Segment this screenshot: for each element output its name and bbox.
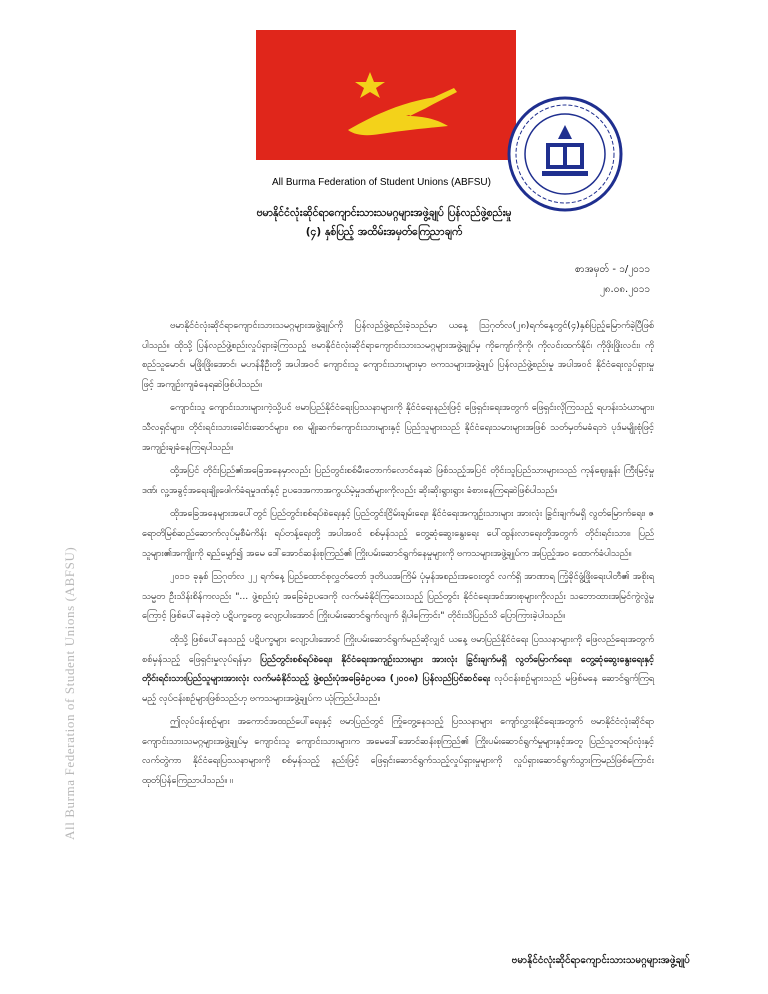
paragraph-3: ထို့အပြင် တိုင်းပြည်၏အခြေအနေမှာလည်း ပြည်တွင်းစစ်မီးတောက်လောင်နေဆဲ ဖြစ်သည့်အပြင် တိုင်းသူပြည်သားများသည် ကုန်ဈေးနှုန်း ကြီးမြင့်မှုဒဏ်၊ လူ့အခွင့်အရေးချိုးဖေါက်ခံရမှုဒဏ်နှင့် ဥပဒေအကာအကွယ်မဲ့မှုဒဏ်များကိုလည်း ဆိုးဆိုးရွားရွား ခံစားနေကြရဆဲဖြစ်ပါသည်။: [142, 465, 654, 496]
abfsu-flag-icon: [256, 30, 516, 160]
paragraph-2: ကျောင်းသူ ကျောင်းသားများကဲ့သို့ပင် ဗမာပြည်နိုင်ငံရေးပြဿနာများကို နိုင်ငံရေးနည်းဖြင့် ဖြေရှင်းရေးအတွက် ဖြေရှင်းလိုကြသည့် ရဟန်းသံဃာများ၊ သီလရှင်များ၊ တိုင်းရင်းသားခေါင်းဆောင်များ၊ ၈၈ မျိုးဆက်ကျောင်းသားများနှင့် ပြည်သူများသည် နိုင်ငံရေးသမားများအဖြစ် သတ်မှတ်မခံရဘဲ ပုဒ်မမျိုးစုံဖြင့် အကျဉ်းချခံနေကြရပါသည်။: [142, 402, 654, 453]
signature: ဗမာနိုင်ငံလုံးဆိုင်ရာကျောင်းသားသမဂ္ဂများအဖွဲ့ချုပ်: [511, 955, 690, 966]
paragraph-6-tail: လုပ်ငန်းစဉ်များသည် မဖြစ်မနေ ဆောင်ရွက်ကြရမည့် လုပ်ငန်းစဉ်များဖြစ်သည်ဟု ဗကသများအဖွဲ့ချုပ်က ယုံကြည်ပါသည်။: [142, 673, 655, 704]
title-line-1: ဗမာနိုင်ငံလုံးဆိုင်ရာကျောင်းသားသမဂ္ဂများအဖွဲ့ချုပ် ပြန်လည်ဖွဲ့စည်းမှု: [256, 207, 512, 219]
reference-number: စာအမှတ် - ၁/၂၀၁၁: [574, 264, 650, 275]
reference-date: ၂၈.၀၈.၂၀၁၁: [599, 284, 650, 295]
title-line-2: (၄) နှစ်ပြည့် အထိမ်းအမှတ်ကြေညာချက်: [305, 226, 463, 238]
paragraph-6: [142, 630, 654, 708]
paragraph-1: ဗမာနိုင်ငံလုံးဆိုင်ရာကျောင်းသားသမဂ္ဂများအဖွဲ့ချုပ်ကို ပြန်လည်ဖွဲ့စည်းခဲ့သည်မှာ ယနေ့ ဩဂုတ်လ(၂၈)ရက်နေ့တွင်(၄)နှစ်ပြည့်မြောက်ခဲ့ပြီဖြစ်ပါသည်။ ထိုသို့ ပြန်လည်ဖွဲ့စည်းလှုပ်ရှားခဲ့ကြသည့် ဗမာနိုင်ငံလုံးဆိုင်ရာကျောင်းသားသမဂ္ဂများအဖွဲ့ချုပ်မှ ကိုကျော်ကိုကို၊ ကိုလင်းထက်နိုင်၊ ကိုဖိုးဖြိုးလင်း၊ ကိုစည်သူမောင်၊ မဖြိုးဖြိုးအောင်၊ မဟန်နီဦးတို့ အပါအဝင် ကျောင်းသူ ကျောင်းသားများမှာ ဗကသများအဖွဲ့ချုပ် ပြန်လည်ဖွဲ့စည်းမှု အပါအဝင် နိုင်ငံရေးလှုပ်ရှားမှုဖြင့် အကျဉ်းကျခံနေရဆဲဖြစ်ပါသည်။: [142, 320, 654, 390]
paragraph-4: ထိုအခြေအနေများအပေါ်တွင် ပြည်တွင်းစစ်ရပ်စဲရေးနှင့် ပြည်တွင်းငြိမ်းချမ်းရေး၊ နိုင်ငံရေးအကျဉ်းသားများ အားလုံး ခြွင်းချက်မရှိ လွတ်မြောက်ရေး၊ ဇရောတိမြစ်ဆည်ဆောက်လုပ်မှုစီမံကိန်း ရပ်တန့်ရေးတို့ အပါအဝင် စစ်မှန်သည့် တွေ့ဆုံဆွေးနွေးရေး ပေါ်ထွန်းလာရေးတို့အတွက် တိုင်းရင်းသား၊ ပြည်သူများ၏အကျိုးကို ရည်မျှော်၍ အမေ ဒေါ်အောင်ဆန်းစုကြည်၏ ကြိုးပမ်းဆောင်ရွက်နေမှုများကို ဗကသများအဖွဲ့ချုပ်က အပြည့်အဝ ထောက်ခံပါသည်။: [142, 508, 654, 559]
paragraph-6-text: ထိုသို့ ဖြစ်ပေါ်နေသည့် ပဋိပက္ခများ လျော့ပါးအောင် ကြိုးပမ်းဆောင်ရွက်မည်ဆိုလျှင် ယနေ့ ဗမာပြည်နိုင်ငံရေး ပြဿနာများကို ဖြေလည်ရေးအတွက် စစ်မှန်သည့် ဖြေရှင်းမှုလုပ်ရန်မှာ: [142, 633, 654, 665]
paragraph-5: ၂၀၁၁ ခုနှစ် ဩဂုတ်လ ၂၂ ရက်နေ့ ပြည်ထောင်စုလွှတ်တော် ဒုတိယအကြိမ် ပုံမှန်အစည်းအဝေးတွင် လက်ရှိ အာဏာရ ကြံ့ခိုင်ဖွံ့ဖြိုးရေးပါတီ၏ အစိုးရသမ္မတ ဦးသိန်းစိန်ကလည်း "... ဖွဲ့စည်းပုံ အခြေခံဥပဒေကို လက်မခံနိုင်ကြသေးသည့် ပြည်တွင်း နိုင်ငံရေးအင်အားစုများကိုလည်း သဘောထားအမြင်ကွဲလွဲမှုကြောင့် ဖြစ်ပေါ်နေခဲ့တဲ့ ပဋိပက္ခတွေ လျော့ပါးအောင် ကြိုးပမ်းဆောင်ရွက်လျက် ရှိပါကြောင်း" တိုင်းသိပြည်သိ ပြောကြားခဲ့ပါသည်။: [142, 571, 654, 622]
statement-body: [142, 316, 654, 795]
side-watermark: All Burma Federation of Student Unions (ABFSU): [62, 546, 77, 840]
paragraph-6-emphasis: ပြည်တွင်းစစ်ရပ်စဲရေး၊ နိုင်ငံရေးအကျဉ်းသားများ အားလုံး ခြွင်းချက်မရှိ လွတ်မြောက်ရေး၊ တွေ့ဆုံဆွေးနွေးရေးနှင့် တိုင်းရင်းသားပြည်သူများအားလုံး လက်မခံနိုင်သည့် ဖွဲ့စည်းပုံအခြေခံဥပဒေ (၂၀၀၈) ပြန်လည်ပြင်ဆင်ရေး: [142, 653, 655, 685]
abfsu-seal-icon: [506, 95, 624, 213]
paragraph-7: ဤလုပ်ငန်းစဉ်များ အကောင်အထည်ပေါ်ရေးနှင့် ဗမာပြည်တွင် ကြုံတွေ့နေသည့် ပြဿနာများ ကျော်လွှားနိုင်ရေးအတွက် ဗမာနိုင်ငံလုံးဆိုင်ရာကျောင်းသားသမဂ္ဂများအဖွဲ့ချုပ်မှ ကျောင်းသူ ကျောင်းသားများက အမေဒေါ်အောင်ဆန်းစုကြည်၏ ကြိုးပမ်းဆောင်ရွက်မှုများနှင့်အတူ ပြည်သူတရပ်လုံးနှင့်လက်တွဲကာ နိုင်ငံရေးပြဿနာများကို စစ်မှန်သည့် နည်းဖြင့် ဖြေရှင်းဆောင်ရွက်သည့်လှုပ်ရှားမှုများကို လှုပ်ရှားဆောင်ရွက်သွားကြမည်ဖြစ်ကြောင်း ထုတ်ပြန်ကြေညာပါသည်။ ။: [142, 716, 654, 787]
organization-name-english: All Burma Federation of Student Unions (ABFSU): [272, 177, 491, 188]
flag-graphic: [256, 30, 516, 160]
